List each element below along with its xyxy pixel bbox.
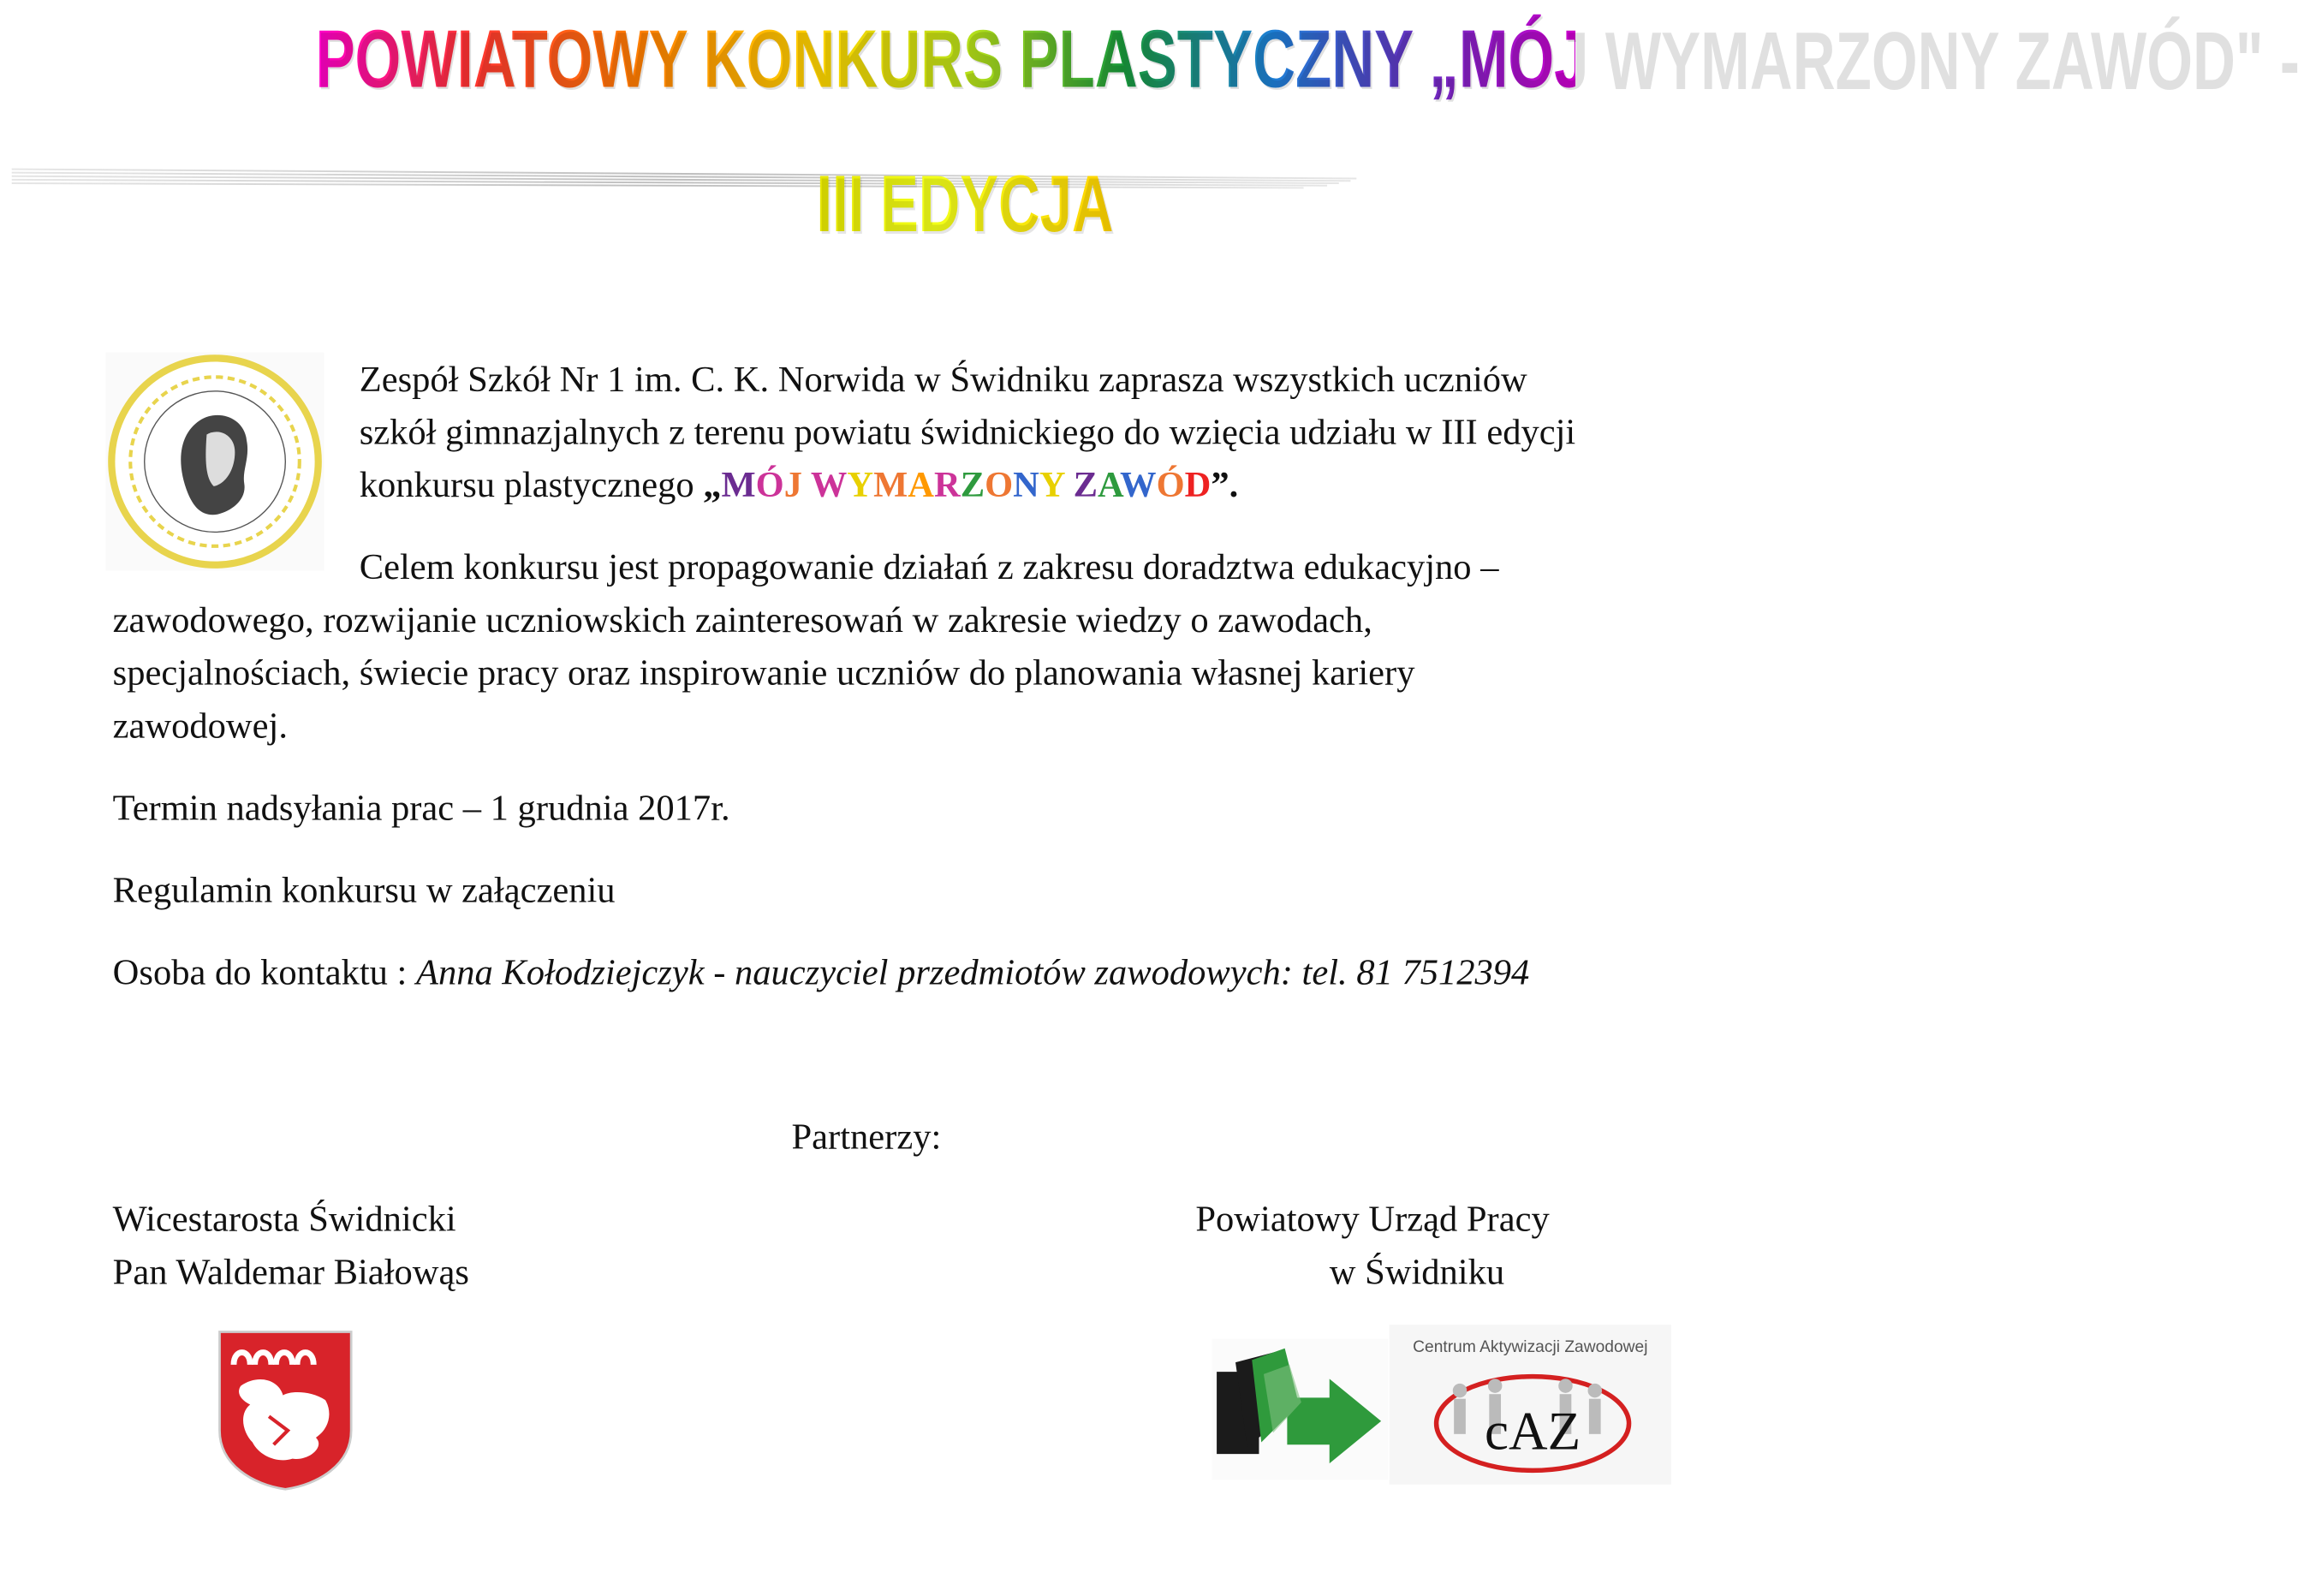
contest-letter: W (1120, 463, 1157, 505)
rules-text: Regulamin konkursu w załączeniu (112, 869, 616, 911)
contact-person: Anna Kołodziejczyk - nauczyciel przedmiotów zawodowych: tel. 81 7512394 (416, 951, 1530, 993)
title-reflection-graphic (12, 152, 1357, 200)
quote-open: „ (703, 463, 722, 505)
contest-letter: Y (1039, 463, 1065, 505)
contest-letter: M (873, 463, 908, 505)
contest-letter: Y (847, 463, 874, 505)
edition-label: III EDYCJA (816, 159, 1114, 249)
partner-left-line-1: Wicestarosta Świdnicki (112, 1198, 456, 1240)
contact-line (113, 945, 1530, 998)
contest-letter: M (721, 463, 756, 505)
partners-heading: Partnerzy: (791, 1116, 942, 1158)
partner-left-line-2: Pan Waldemar Białowąs (112, 1250, 469, 1292)
contest-letter: Ó (1156, 463, 1185, 505)
intro-line-2: szkół gimnazjalnych z terenu powiatu świdnickiego do wzięcia udziału w III edycji (359, 411, 1576, 453)
caz-logo (1390, 1325, 1671, 1485)
school-logo (105, 353, 324, 571)
intro-line-3 (360, 458, 1239, 511)
title-text: POWIATOWY KONKURS PLASTYCZNY „MÓJ WYMARZONY ZAWÓD" - (315, 13, 2298, 105)
contest-letter: N (1013, 463, 1039, 505)
contest-letter: A (908, 463, 934, 505)
document-title (315, 12, 2298, 106)
partner-right-line-2: w Świdniku (1329, 1250, 1505, 1292)
contest-letter: W (810, 463, 848, 505)
contest-letter: Z (960, 463, 985, 505)
contest-letter: A (1098, 463, 1121, 505)
labour-office-logo (1212, 1339, 1389, 1480)
contact-label: Osoba do kontaktu : (112, 951, 417, 993)
contest-letter: R (933, 463, 961, 505)
goal-line-3: specjalnościach, świecie pracy oraz inspirowanie uczniów do planowania własnej kariery (112, 652, 1415, 694)
goal-line-1: Celem konkursu jest propagowanie działań z zakresu doradztwa edukacyjno – (359, 545, 1499, 587)
contest-letter: J (783, 463, 803, 505)
intro-line-1: Zespół Szkół Nr 1 im. C. K. Norwida w Świdniku zaprasza wszystkich uczniów (359, 358, 1527, 400)
contest-letter: O (985, 463, 1014, 505)
deadline-text: Termin nadsyłania prac – 1 grudnia 2017r. (112, 787, 730, 829)
goal-line-4: zawodowej. (112, 705, 288, 747)
goal-line-2: zawodowego, rozwijanie uczniowskich zainteresowań w zakresie wiedzy o zawodach, (112, 598, 1372, 640)
contest-letter: D (1184, 463, 1212, 505)
quote-close: ”. (1211, 463, 1239, 505)
caz-abbreviation: cAZ (1485, 1401, 1581, 1462)
contest-letter: Z (1073, 463, 1098, 505)
caz-heading: Centrum Aktywizacji Zawodowej (1413, 1336, 1648, 1355)
county-emblem-logo (217, 1330, 354, 1492)
contest-letter: Ó (755, 463, 784, 505)
partner-right-line-1: Powiatowy Urząd Pracy (1195, 1198, 1550, 1240)
contest-name (722, 464, 1212, 505)
intro-line-3-prefix: konkursu plastycznego (359, 463, 704, 505)
